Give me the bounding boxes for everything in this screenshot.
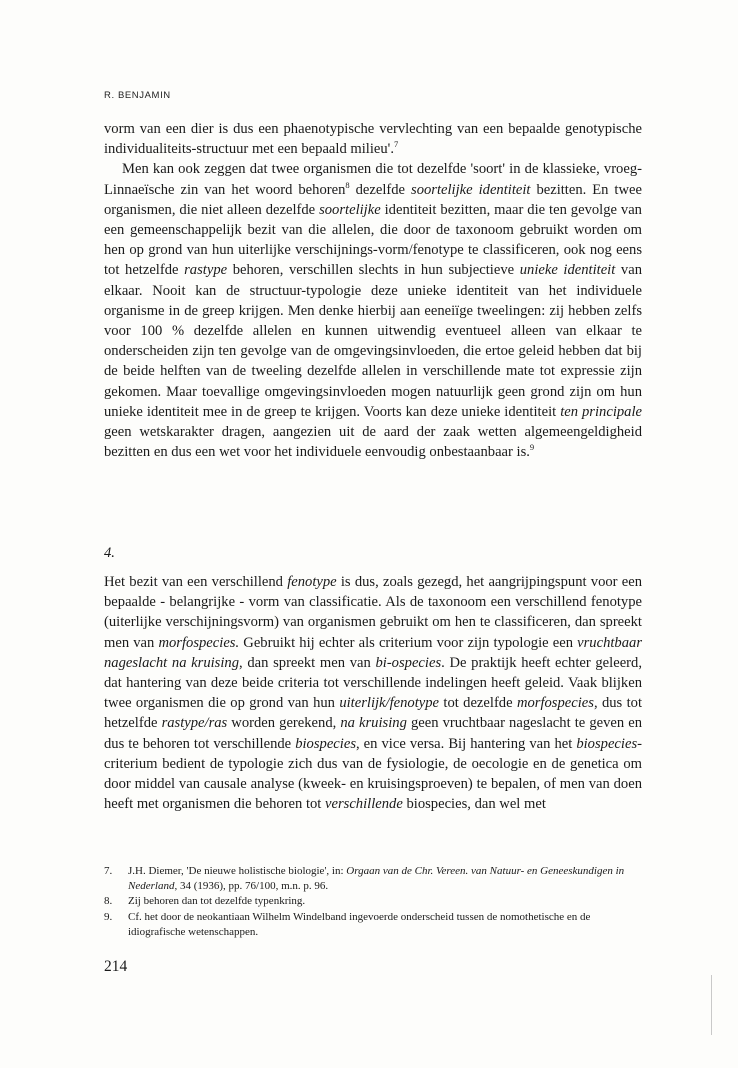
section-number: 4. xyxy=(104,545,115,561)
footnote-7: 7. J.H. Diemer, 'De nieuwe holistische biologie', in: Orgaan van de Chr. Vereen. van Natuur- en Geneeskundigen in Nederland, 34 (1936), pp. 76/100, m.n. p. 96. xyxy=(104,865,625,893)
body-text-section-4 xyxy=(104,572,642,814)
scan-edge-line xyxy=(711,975,712,1035)
footnote-ref-7[interactable]: 7 xyxy=(393,139,399,150)
footnote-9: 9. Cf. het door de neokantiaan Wilhelm Windelband ingevoerde onderscheid tussen de nomothetische en de idiografische wetenschappen. xyxy=(104,910,591,938)
footnote-ref-9[interactable]: 9 xyxy=(529,442,535,453)
footnote-8: 8. Zij behoren dan tot dezelfde typenkring. xyxy=(104,895,306,908)
paragraph-2: Men kan ook zeggen dat twee organismen die tot dezelfde 'soort' in de klassieke, vroeg-Linnaeïsche zin van het woord behoren$^8$ dezelfde soortelijke identiteit bezitten. En twee organismen, die niet alleen dezelfde soortelijke identiteit bezitten, maar die ten gevolge van een gemeenschappelijk bezit van die allelen, die door de taxonoom gebruikt worden om hen op grond van hun uiterlijke verschijnings-vorm/fenotype te classificeren, ook nog eens tot hetzelfde rastype behoren, verschillen slechts in hun subjectieve unieke identiteit van elkaar. Nooit kan de structuur-typologie deze unieke identiteit van het individuele organisme in de greep krijgen. Men denke hierbij aan eeneiïge tweelingen: zij hebben zelfs voor 100 % dezelfde allelen en kunnen uitwendig eventueel alleen van elkaar te onderscheiden zijn ten gevolge van de omgevingsinvloeden, die ertoe geleid hebben dat bij de beide helften van de tweeling dezelfde allelen in verschillende mate tot expressie zijn gekomen. Maar toevallige omgevingsinvloeden mogen natuurlijk geen grond zijn om hun unieke identiteit mee in de greep te krijgen. Voorts kan deze unieke identiteit ten principale geen wetskarakter dragen, aangezien uit de aard der zaak wetten algemeengeldigheid bezitten en dus een wet voor het individuele eenvoudig onbestaanbaar is.$^9$ xyxy=(104,161,642,461)
paragraph-1: vorm van een dier is dus een phaenotypische vervlechting van een bepaalde genotypische individualiteits-structuur met een bepaald milieu'.$^7$ xyxy=(104,121,642,158)
body-text-top xyxy=(104,119,642,462)
footnotes xyxy=(104,864,644,940)
page-number: 214 xyxy=(104,958,128,975)
paragraph-3: Het bezit van een verschillend fenotype is dus, zoals gezegd, het aangrijpingspunt voor een bepaalde - belangrijke - vorm van classificatie. Als de taxonoom een verschillend fenotype (uiterlijke verschijningsvorm) van organismen gebruikt om hen te classificeren, dan spreekt men van morfospecies. Gebruikt hij echter als criterium voor zijn typologie een vruchtbaar nageslacht na kruising, dan spreekt men van bi-ospecies. De praktijk heeft echter geleerd, dat hantering van deze beide criteria tot verschillende indelingen heeft geleid. Vaak blijken twee organismen die op grond van hun uiterlijk/fenotype tot dezelfde morfospecies, dus tot hetzelfde rastype/ras worden gerekend, na kruising geen vruchtbaar nageslacht te geven en dus te behoren tot verschillende biospecies, en vice versa. Bij hantering van het biospecies-criterium bedient de typologie zich dus van de fysiologie, de oecologie en de genetica om door middel van causale analyse (kweek- en kruisingsproeven) te bepalen, of men van doen heeft met organismen die behoren tot verschillende biospecies, dan wel met xyxy=(104,574,643,813)
running-head: R. BENJAMIN xyxy=(104,90,171,101)
footnote-ref-8[interactable]: 8 xyxy=(345,179,350,190)
